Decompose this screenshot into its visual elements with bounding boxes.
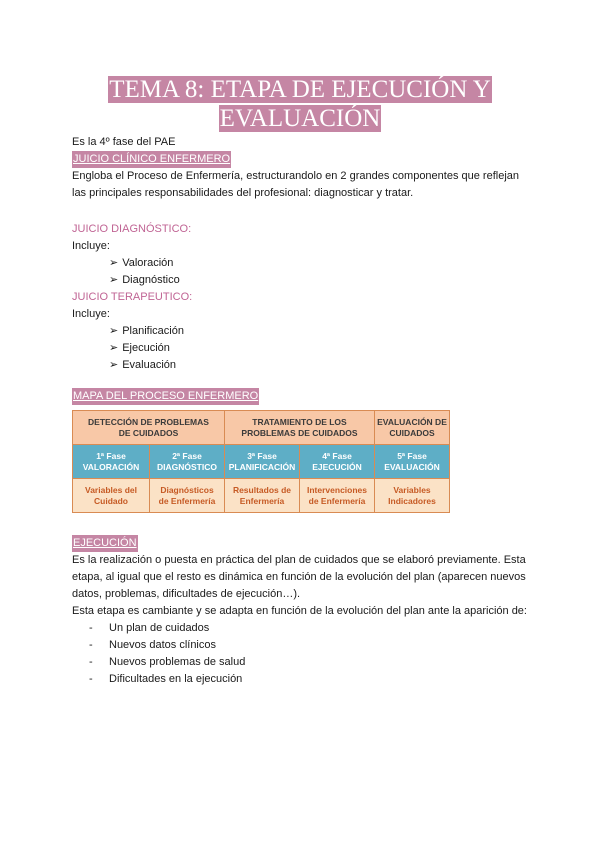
section-juicio-diagnostico bbox=[72, 221, 532, 374]
title-line-1: TEMA 8: ETAPA DE EJECUCIÓN Y bbox=[109, 76, 491, 103]
juicio-terapeutico-heading: JUICIO TERAPEUTICO: bbox=[72, 291, 193, 303]
list-item: ➢ Diagnóstico bbox=[109, 274, 180, 286]
output-3: Resultados de Enfermería bbox=[225, 479, 300, 513]
section-intro bbox=[72, 134, 532, 202]
list-item: ➢ Ejecución bbox=[109, 342, 170, 354]
group-evaluacion: EVALUACIÓN DE CUIDADOS bbox=[375, 411, 450, 445]
phase-4: 4ª Fase EJECUCIÓN bbox=[300, 445, 375, 479]
arrow-bullet-icon: ➢ bbox=[109, 257, 119, 269]
phase-1: 1ª Fase VALORACIÓN bbox=[73, 445, 150, 479]
group-tratamiento: TRATAMIENTO DE LOS PROBLEMAS DE CUIDADOS bbox=[225, 411, 375, 445]
intro-text: Es la 4º fase del PAE bbox=[72, 136, 176, 148]
phase-3: 3ª Fase PLANIFICACIÓN bbox=[225, 445, 300, 479]
juicio-diagnostico-heading: JUICIO DIAGNÓSTICO: bbox=[72, 223, 192, 235]
output-4: Intervenciones de Enfermería bbox=[300, 479, 375, 513]
ejecucion-heading: EJECUCIÓN bbox=[72, 535, 532, 552]
title-line-2: EVALUACIÓN bbox=[219, 105, 381, 132]
juicio-clinico-text-1: Engloba el Proceso de Enfermería, estructurandolo en 2 grandes componentes que reflejan bbox=[72, 170, 520, 182]
mapa-heading: MAPA DEL PROCESO ENFERMERO bbox=[72, 388, 532, 405]
output-1: Variables del Cuidado bbox=[73, 479, 150, 513]
output-5: Variables Indicadores bbox=[375, 479, 450, 513]
section-ejecucion bbox=[72, 535, 532, 688]
process-map-table bbox=[72, 410, 449, 513]
juicio-terapeutico-list bbox=[72, 323, 532, 374]
list-item: ➢ Valoración bbox=[109, 257, 174, 269]
juicio-clinico-text-2: las principales responsabilidades del profesional: diagnosticar y tratar. bbox=[72, 187, 414, 199]
juicio-diagnostico-includes: Incluye: bbox=[72, 240, 110, 252]
list-item: ➢ Planificación bbox=[109, 325, 184, 337]
output-2: Diagnósticos de Enfermería bbox=[150, 479, 225, 513]
list-item: ➢ Evaluación bbox=[109, 359, 177, 371]
arrow-bullet-icon: ➢ bbox=[109, 359, 119, 371]
list-item: - Un plan de cuidados bbox=[89, 622, 210, 634]
list-item: - Dificultades en la ejecución bbox=[89, 673, 243, 685]
ejecucion-text-4: Esta etapa es cambiante y se adapta en función de la evolución del plan ante la aparición de: bbox=[72, 605, 527, 617]
list-item: - Nuevos datos clínicos bbox=[89, 639, 216, 651]
arrow-bullet-icon: ➢ bbox=[109, 325, 119, 337]
ejecucion-list bbox=[72, 620, 532, 688]
phase-2: 2ª Fase DIAGNÓSTICO bbox=[150, 445, 225, 479]
arrow-bullet-icon: ➢ bbox=[109, 342, 119, 354]
ejecucion-text-2: etapa, al igual que el resto es dinámica en función de la evolución del plan (aparecen nuevos bbox=[72, 571, 526, 583]
page-title bbox=[0, 76, 600, 132]
arrow-bullet-icon: ➢ bbox=[109, 274, 119, 286]
ejecucion-text-3: datos, problemas, dificultades de ejecución…). bbox=[72, 588, 301, 600]
mapa-heading-wrap bbox=[72, 388, 532, 405]
group-deteccion: DETECCIÓN DE PROBLEMAS DE CUIDADOS bbox=[73, 411, 225, 445]
juicio-diagnostico-list bbox=[72, 255, 532, 289]
phase-5: 5ª Fase EVALUACIÓN bbox=[375, 445, 450, 479]
list-item: - Nuevos problemas de salud bbox=[89, 656, 246, 668]
ejecucion-text-1: Es la realización o puesta en práctica del plan de cuidados que se elaboró previamente. Esta bbox=[72, 554, 526, 566]
juicio-terapeutico-includes: Incluye: bbox=[72, 308, 110, 320]
juicio-clinico-heading: JUICIO CLÍNICO ENFERMERO bbox=[72, 151, 532, 168]
